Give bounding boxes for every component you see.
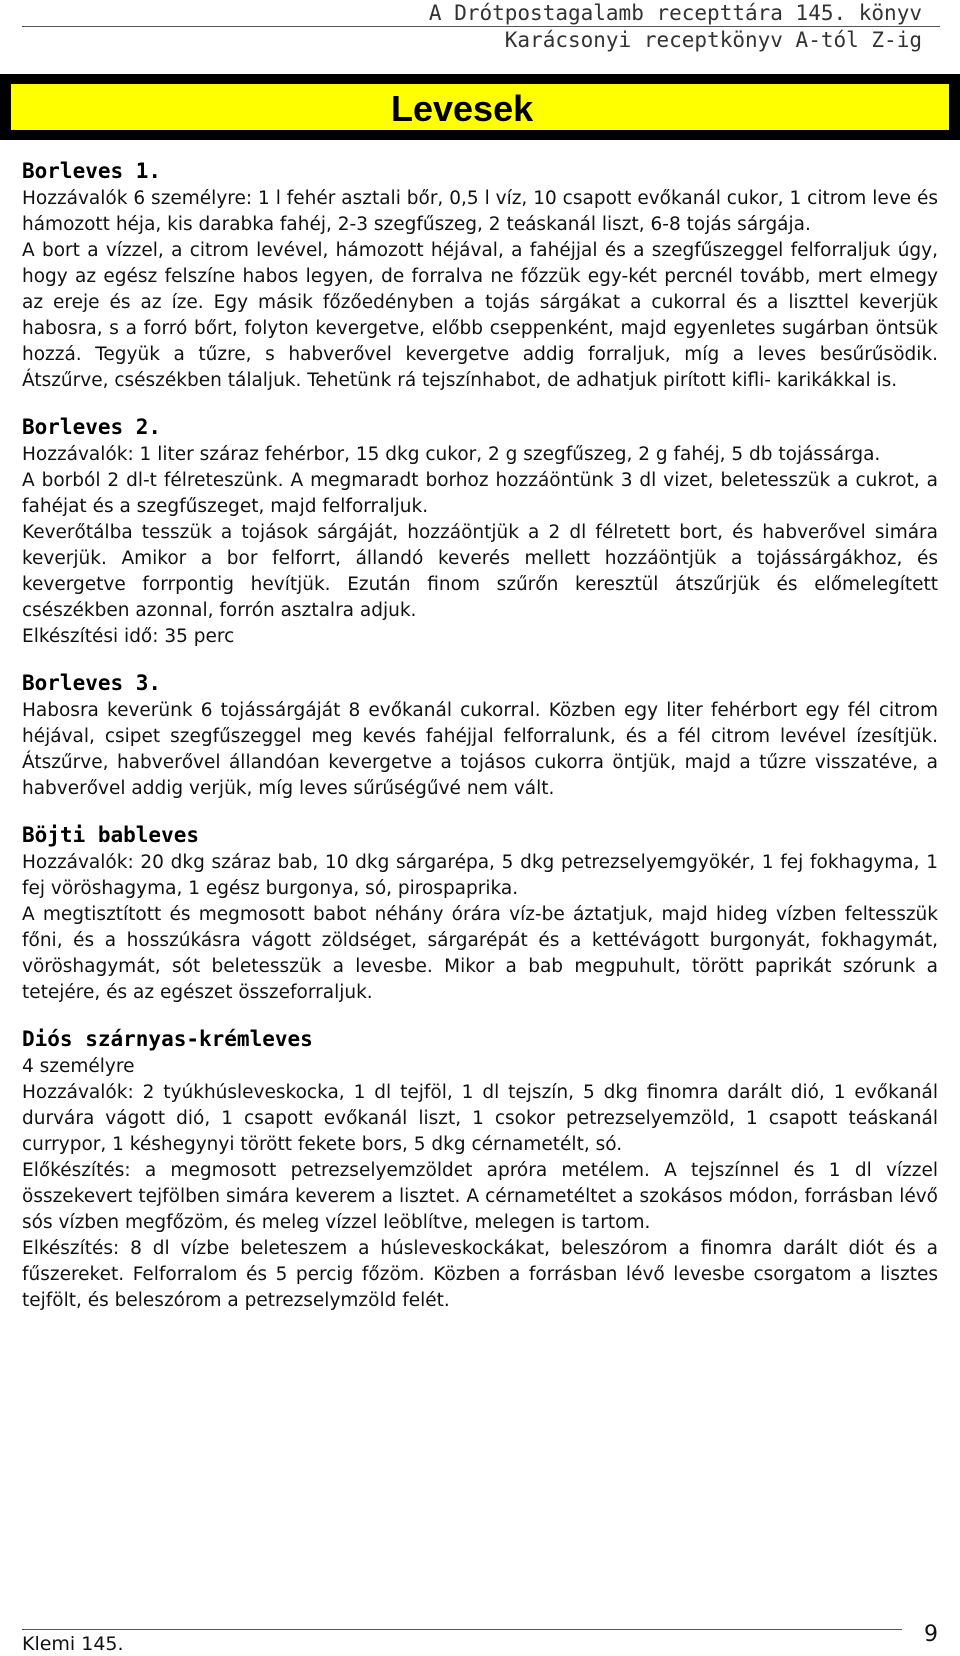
recipe-servings: 4 személyre — [22, 1056, 135, 1077]
recipe-preparation: Előkészítés: a megmosott petrezselyemzöldet apróra metélem. A tejszínnel és 1 dl vízzel összekevert tejfölben simára keverem a lisztet. A cérnametéltet a szokásos módon, forrásban lévő sós vízben megfőzöm, és meleg vízzel leöblítve, melegen is tartom. — [22, 1160, 938, 1233]
recipe-title: Böjti bableves — [22, 823, 200, 847]
recipe-title: Borleves 1. — [22, 159, 162, 183]
recipe-instructions: Habosra keverünk 6 tojássárgáját 8 evőkanál cukorral. Közben egy liter fehérbort egy fél citrom héjával, csipet szegfűszeggel meg kevés fahéjjal felforralunk, és a fél citrom levével ízesítjük. Átszűrve, habverővel állandóan kevergetve a tojásos cukorra öntjük, majd a tűzre visszatéve, a habverővel addig verjük, míg leves sűrűségűvé nem vált. — [22, 700, 938, 799]
page-header — [22, 0, 940, 53]
header-book-title: A Drótpostagalamb recepttára 145. könyv — [22, 0, 940, 27]
recipe-bojti-bableves — [22, 820, 938, 1006]
recipe-instructions: Keverőtálba tesszük a tojások sárgáját, hozzáöntjük a 2 dl félretett bort, és habverővel simára keverjük. Amikor a bor felforrt, állandó keverés mellett hozzáöntjük a tojássárgákhoz, és kevergetve forrpontig hevítjük. Ezután finom szűrőn keresztül átszűrjük és előmelegített csészékben azonnal, forrón asztalra adjuk. — [22, 522, 938, 621]
recipe-borleves-1 — [22, 156, 938, 394]
recipe-dios-szarnyas-kremleves — [22, 1024, 938, 1314]
recipe-prep-time: Elkészítési idő: 35 perc — [22, 626, 235, 647]
recipe-ingredients: Hozzávalók: 2 tyúkhúsleveskocka, 1 dl tejföl, 1 dl tejszín, 5 dkg finomra darált dió, 1 evőkanál durvára vágott dió, 1 csapott evőkanál liszt, 1 csokor petrezselyemzöld, 1 csapott teáskanál currypor, 1 késhegynyi törött fekete bors, 5 dkg cérnametélt, só. — [22, 1082, 938, 1155]
section-banner-fill — [9, 82, 951, 132]
page-number: 9 — [924, 1622, 938, 1647]
recipe-ingredients: Hozzávalók: 1 liter száraz fehérbor, 15 dkg cukor, 2 g szegfűszeg, 2 g fahéj, 5 db tojássárga. — [22, 444, 881, 465]
recipe-instructions: A borból 2 dl-t félreteszünk. A megmaradt borhoz hozzáöntünk 3 dl vizet, beletesszük a cukrot, a fahéjat és a szegfűszeget, majd felforraljuk. — [22, 470, 938, 517]
recipe-ingredients: Hozzávalók: 20 dkg száraz bab, 10 dkg sárgarépa, 5 dkg petrezselyemgyökér, 1 fej fokhagyma, 1 fej vöröshagyma, 1 egész burgonya, só, pirospaprika. — [22, 852, 938, 899]
recipe-borleves-3 — [22, 668, 938, 802]
section-title: Levesek — [391, 88, 534, 129]
footer-label: Klemi 145. — [22, 1633, 124, 1655]
header-subtitle: Karácsonyi receptkönyv A-tól Z-ig — [504, 28, 922, 52]
recipe-title: Borleves 3. — [22, 671, 162, 695]
recipe-instructions: A bort a vízzel, a citrom levével, hámozott héjával, a fahéjjal és a szegfűszeggel felforraljuk úgy, hogy az egész felszíne habos legyen, de forralva ne főzzük egy-két percnél tovább, mert elmegy az ereje és az íze. Egy másik főzőedényben a tojás sárgákat a cukorral és a liszttel keverjük habosra, s a forró bőrt, folyton kevergetve, előbb cseppenként, majd egyenletes sugárban öntsük hozzá. Tegyük a tűzre, s habverővel kevergetve addig forraljuk, míg a leves besűrűsödik. Átszűrve, csészékben tálaljuk. Tehetünk rá tejszínhabot, de adhatjuk pirított kifli- karikákkal is. — [22, 240, 938, 391]
recipe-instructions: Elkészítés: 8 dl vízbe beleteszem a húsleveskockákat, beleszórom a finomra darált diót és a fűszereket. Felforralom és 5 percig főzöm. Közben a forrásban lévő levesbe csorgatom a lisztes tejfölt, és beleszórom a petrezselymzöld felét. — [22, 1238, 938, 1311]
recipe-title: Diós szárnyas-krémleves — [22, 1027, 313, 1051]
section-banner — [0, 74, 960, 140]
recipe-instructions: A megtisztított és megmosott babot néhány órára víz-be áztatjuk, majd hideg vízben feltesszük főni, és a hosszúkásra vágott zöldséget, sárgarépát és a kettévágott burgonyát, fokhagymát, vöröshagymát, sót beletesszük a levesbe. Mikor a bab megpuhult, törött paprikát szórunk a tetejére, és az egészet összeforraljuk. — [22, 904, 938, 1003]
recipe-title: Borleves 2. — [22, 415, 162, 439]
footer-divider — [22, 1629, 902, 1630]
recipe-ingredients: Hozzávalók 6 személyre: 1 l fehér asztali bőr, 0,5 l víz, 10 csapott evőkanál cukor, 1 citrom leve és hámozott héja, kis darabka fahéj, 2-3 szegfűszeg, 2 teáskanál liszt, 6-8 tojás sárgája. — [22, 188, 938, 235]
recipe-borleves-2 — [22, 412, 938, 650]
recipe-content — [22, 156, 938, 1314]
